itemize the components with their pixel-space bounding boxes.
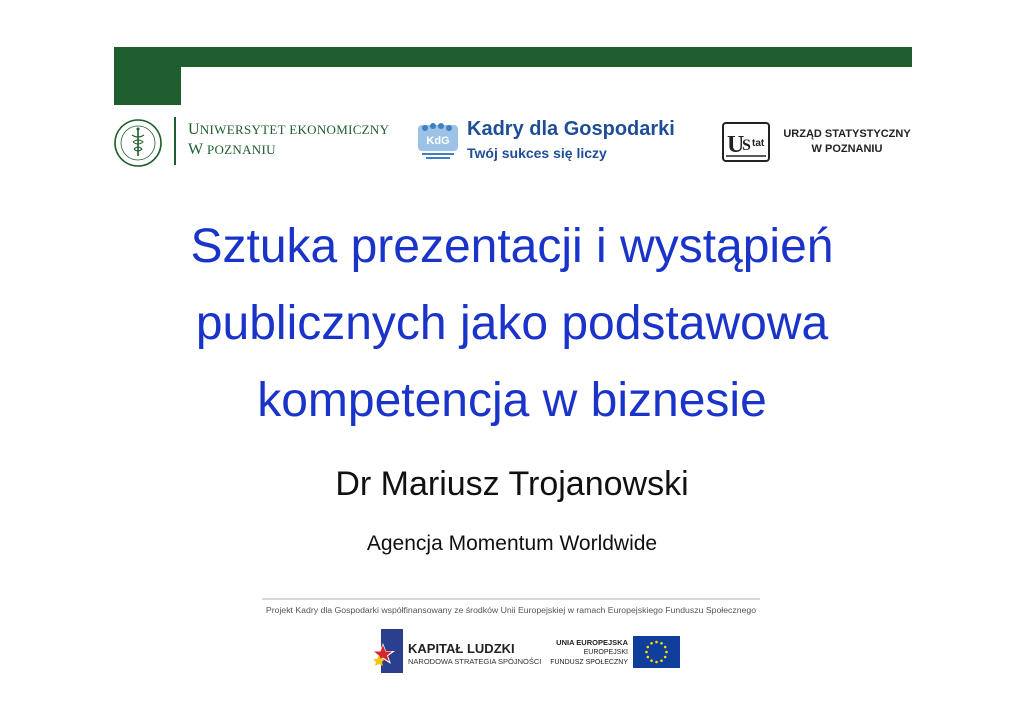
eu-flag-icon bbox=[633, 636, 680, 668]
eu-label-line2: EUROPEJSKI bbox=[583, 649, 628, 656]
kdg-title: Kadry dla Gospodarki bbox=[467, 118, 675, 140]
footer-divider bbox=[262, 598, 760, 600]
slide-title-line2: publicznych jako podstawowa bbox=[195, 297, 829, 350]
header-bar-notch bbox=[181, 67, 193, 79]
slide-title bbox=[112, 208, 912, 439]
svg-text:tat: tat bbox=[752, 138, 765, 149]
kapital-ludzki-title: KAPITAŁ LUDZKI bbox=[408, 641, 515, 656]
statistical-office-line1: URZĄD STATYSTYCZNY bbox=[783, 128, 911, 140]
university-name-line1: UNIWERSYTET EKONOMICZNY bbox=[188, 121, 390, 138]
header-bar-tab bbox=[114, 67, 181, 105]
slide-title-line1: Sztuka prezentacji i wystąpień bbox=[190, 220, 834, 273]
footer-funding-note: Projekt Kadry dla Gospodarki współfinansowany ze środków Unii Europejskiej w ramach Europejskiego Funduszu Społecznego bbox=[265, 605, 757, 615]
statistical-office-name bbox=[778, 127, 916, 157]
svg-text:S: S bbox=[742, 137, 751, 154]
kadry-dla-gospodarki-icon bbox=[416, 121, 460, 161]
author-name: Dr Mariusz Trojanowski bbox=[335, 465, 689, 503]
statistical-office-line2: W POZNANIU bbox=[811, 143, 883, 155]
svg-text:U: U bbox=[727, 132, 745, 158]
kapital-ludzki-subtitle: NARODOWA STRATEGIA SPÓJNOŚCI bbox=[408, 657, 542, 666]
kapital-ludzki-star-icon bbox=[367, 627, 405, 675]
university-name-line2: W POZNANIU bbox=[188, 141, 276, 158]
svg-text:KdG: KdG bbox=[426, 135, 450, 147]
slide-title-line3: kompetencja w biznesie bbox=[257, 374, 767, 427]
eu-label bbox=[548, 638, 628, 668]
kdg-slogan: Twój sukces się liczy bbox=[467, 145, 607, 161]
university-name bbox=[188, 120, 389, 160]
urzad-statystyczny-icon bbox=[722, 122, 770, 162]
logo-divider bbox=[174, 117, 176, 165]
eu-label-line1: UNIA EUROPEJSKA bbox=[556, 638, 628, 647]
header-bar bbox=[114, 47, 912, 67]
university-seal-icon bbox=[113, 118, 163, 168]
agency-name: Agencja Momentum Worldwide bbox=[366, 532, 658, 555]
eu-label-line3: FUNDUSZ SPOŁECZNY bbox=[550, 659, 628, 666]
